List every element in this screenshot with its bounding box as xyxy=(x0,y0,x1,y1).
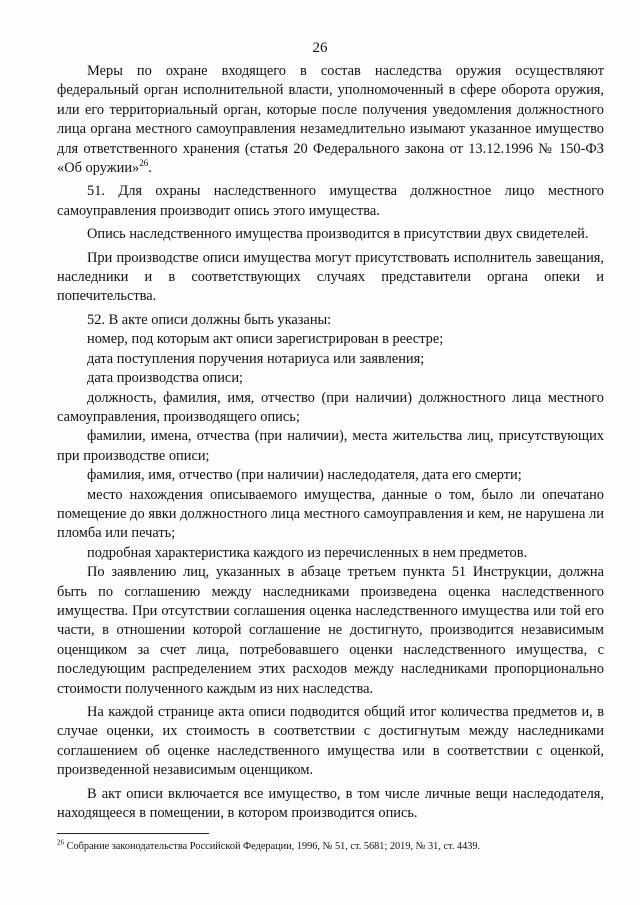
paragraph: подробная характеристика каждого из перечисленных в нем предметов. xyxy=(87,544,528,561)
paragraph: дата производства описи; xyxy=(87,370,244,387)
page-number: 26 xyxy=(312,40,328,56)
paragraph: На каждой странице акта описи подводится общий итог количества предметов и, в случае оценки, их стоимость в соответствии с достигнутым между наследниками соглашением об оценке наследственного имущества или в соответствии с оценкой, произведенной независимым оценщиком. xyxy=(57,704,604,779)
footnote-text: Собрание законодательства Российской Федерации, 1996, № 51, ст. 5681; 2019, № 31, ст. 4439. xyxy=(66,841,481,852)
paragraph: 52. В акте описи должны быть указаны: xyxy=(87,311,332,328)
paragraph: место нахождения описываемого имущества, данные о том, было ли опечатано помещение до явки должностного лица местного самоуправления и кем, не нарушена ли пломба или печать; xyxy=(57,486,604,542)
footnote-number: 26 xyxy=(57,838,64,847)
paragraph: должность, фамилия, имя, отчество (при наличии) должностного лица местного самоуправления, производящего опись; xyxy=(57,389,604,425)
paragraph: фамилия, имя, отчество (при наличии) наследодателя, дата его смерти; xyxy=(87,467,522,484)
paragraph: При производстве описи имущества могут присутствовать исполнитель завещания, наследники и в соответствующих случаях представители органа опеки и попечительства. xyxy=(57,249,604,305)
paragraph: В акт описи включается все имущество, в том числе личные вещи наследодателя, находящееся в помещении, в котором производится опись. xyxy=(57,785,604,822)
footnote-separator xyxy=(57,833,209,834)
paragraph: По заявлению лиц, указанных в абзаце третьем пункта 51 Инструкции, должна быть по соглашению между наследниками произведена оценка наследственного имущества. При отсутствии соглашения оценка наследственного имущества или той его части, в отношении которой соглашение не достигнуто, производится независимым оценщиком за счет лица, потребовавшего оценки наследственного имущества, с последующим распределением этих расходов между наследниками пропорционально стоимости полученного каждым из них наследства. xyxy=(57,564,604,697)
paragraph-tail: . xyxy=(148,160,152,177)
paragraph: Опись наследственного имущества производится в присутствии двух свидетелей. xyxy=(87,226,589,243)
paragraph xyxy=(57,62,604,178)
paragraph-text: Меры по охране входящего в состав наследства оружия осуществляют федеральный орган исполнительной власти, уполномоченный в сфере оборота оружия, или его территориальный орган, которые после получения уведомления должностного лица органа местного самоуправления незамедлительно изымают указанное имущество для ответственного хранения (статья 20 Федерального закона от 13.12.1996 № 150-ФЗ «Об оружии» xyxy=(57,63,604,177)
paragraph: номер, под которым акт описи зарегистрирован в реестре; xyxy=(87,331,444,348)
paragraph: дата поступления поручения нотариуса или заявления; xyxy=(87,350,425,367)
paragraph: 51. Для охраны наследственного имущества должностное лицо местного самоуправления производит опись этого имущества. xyxy=(57,183,604,219)
body-text xyxy=(57,62,604,823)
footnote xyxy=(57,840,604,853)
footnote-reference: 26 xyxy=(139,158,149,169)
paragraph: фамилии, имена, отчества (при наличии), места жительства лиц, присутствующих при производстве описи; xyxy=(57,428,604,464)
